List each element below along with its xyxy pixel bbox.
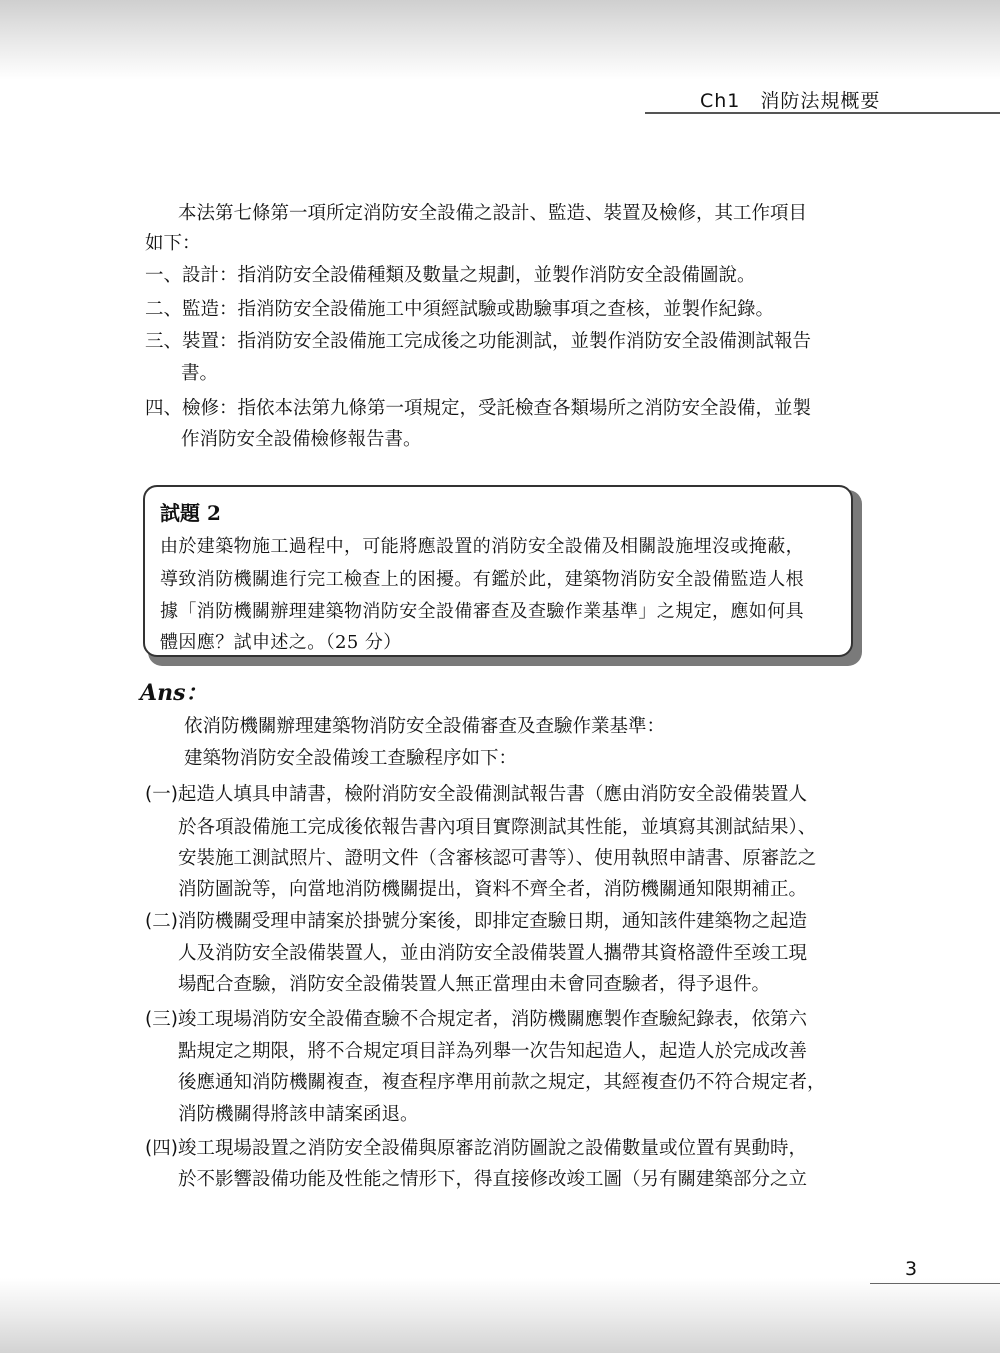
answer-label: Ans： [140, 680, 208, 706]
question-line: 導致消防機關進行完工檢查上的困擾。有鑑於此，建築物消防安全設備監造人根 [160, 569, 804, 590]
step-3-line: 消防機關得將該申請案函退。 [178, 1104, 419, 1125]
duty-inspection: 四、檢修：指依本法第九條第一項規定，受託檢查各類場所之消防安全設備，並製 [145, 398, 812, 419]
duty-installation-cont: 書。 [181, 363, 219, 384]
chapter-header [700, 86, 900, 112]
duty-design: 一、設計：指消防安全設備種類及數量之規劃，並製作消防安全設備圖說。 [145, 265, 756, 286]
step-4-line: (四)竣工現場設置之消防安全設備與原審訖消防圖說之設備數量或位置有異動時， [145, 1138, 807, 1159]
chapter-title: 消防法規概要 [760, 90, 881, 112]
page-number: 3 [905, 1258, 918, 1280]
bottom-gradient-band [0, 1278, 1000, 1353]
top-gradient-band [0, 0, 1000, 80]
step-2-line: 人及消防安全設備裝置人，並由消防安全設備裝置人攜帶其資格證件至竣工現 [178, 943, 808, 964]
answer-intro-2: 建築物消防安全設備竣工查驗程序如下： [184, 748, 518, 769]
answer-intro-1: 依消防機關辦理建築物消防安全設備審查及查驗作業基準： [184, 716, 666, 737]
question-line: 由於建築物施工過程中，可能將應設置的消防安全設備及相關設施埋沒或掩蔽， [160, 536, 804, 557]
intro-line-1: 本法第七條第一項所定消防安全設備之設計、監造、裝置及檢修，其工作項目 [178, 203, 808, 224]
question-line: 據「消防機關辦理建築物消防安全設備審查及查驗作業基準」之規定，應如何具 [160, 601, 804, 622]
duty-supervision: 二、監造：指消防安全設備施工中須經試驗或勘驗事項之查核，並製作紀錄。 [145, 299, 775, 320]
step-2-line: (二)消防機關受理申請案於掛號分案後，即排定查驗日期，通知該件建築物之起造 [145, 911, 807, 932]
step-4-line: 於不影響設備功能及性能之情形下，得直接修改竣工圖（另有關建築部分之立 [178, 1169, 808, 1190]
step-2-line: 場配合查驗，消防安全設備裝置人無正當理由未會同查驗者，得予退件。 [178, 974, 771, 995]
step-1-line: 消防圖說等，向當地消防機關提出，資料不齊全者，消防機關通知限期補正。 [178, 879, 808, 900]
footer-rule [870, 1283, 1000, 1284]
step-1-line: 於各項設備施工完成後依報告書內項目實際測試其性能，並填寫其測試結果）、 [178, 817, 817, 838]
duty-inspection-cont: 作消防安全設備檢修報告書。 [181, 429, 422, 450]
chapter-number: Ch1 [700, 90, 741, 112]
question-line: 體因應？試申述之。（25 分） [160, 632, 402, 653]
question-title: 試題 2 [160, 501, 221, 525]
step-1-line: 安裝施工測試照片、證明文件（含審核認可書等）、使用執照申請書、原審訖之 [178, 848, 817, 869]
duty-installation: 三、裝置：指消防安全設備施工完成後之功能測試，並製作消防安全設備測試報告 [145, 331, 812, 352]
step-1-line: (一)起造人填具申請書，檢附消防安全設備測試報告書（應由消防安全設備裝置人 [145, 784, 807, 805]
step-3-line: (三)竣工現場消防安全設備查驗不合規定者，消防機關應製作查驗紀錄表，依第六 [145, 1009, 807, 1030]
step-3-line: 後應通知消防機關複查，複查程序準用前款之規定，其經複查仍不符合規定者， [178, 1072, 826, 1093]
step-3-line: 點規定之期限，將不合規定項目詳為列舉一次告知起造人，起造人於完成改善 [178, 1041, 808, 1062]
intro-line-2: 如下： [145, 233, 201, 254]
header-rule [645, 112, 1000, 114]
